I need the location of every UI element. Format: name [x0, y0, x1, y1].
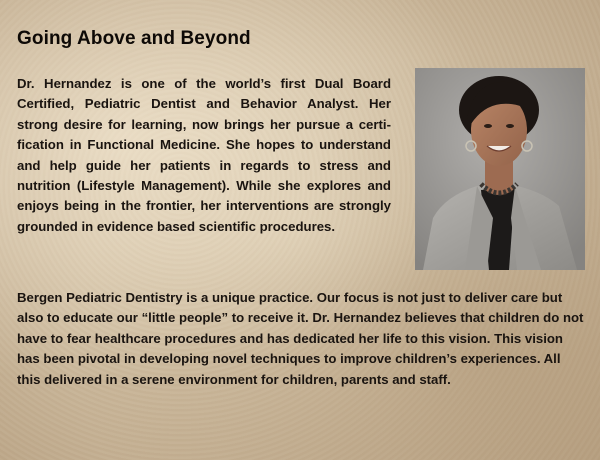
practice-paragraph: Bergen Pediatric Dentistry is a unique practice. Our focus is not just to deliver care but also to educate our “little people” to receive it. Dr. Hernandez believes that children do not have to fear healthcare procedures and has dedicated her life to this vision. This vision has been pivotal in developing novel techniques to improve children’s experiences. All this delivered in a serene environment for children, parents and staff. [17, 290, 584, 387]
page-title: Going Above and Beyond [17, 28, 251, 49]
portrait-illustration [415, 68, 585, 270]
intro-paragraph: Dr. Hernandez is one of the world’s first Dual Board Certified, Pediatric Dentist and Behavior Analyst. Her strong desire for learning, now brings her pursue a certification in Functional Medicine. She hopes to understand and help guide her patients in regards to stress and nutrition (Lifestyle Management). While she explores and enjoys being in the frontier, her interventions are strongly grounded in evidence based scientific procedures. [17, 76, 391, 234]
doctor-portrait-photo [415, 68, 585, 270]
